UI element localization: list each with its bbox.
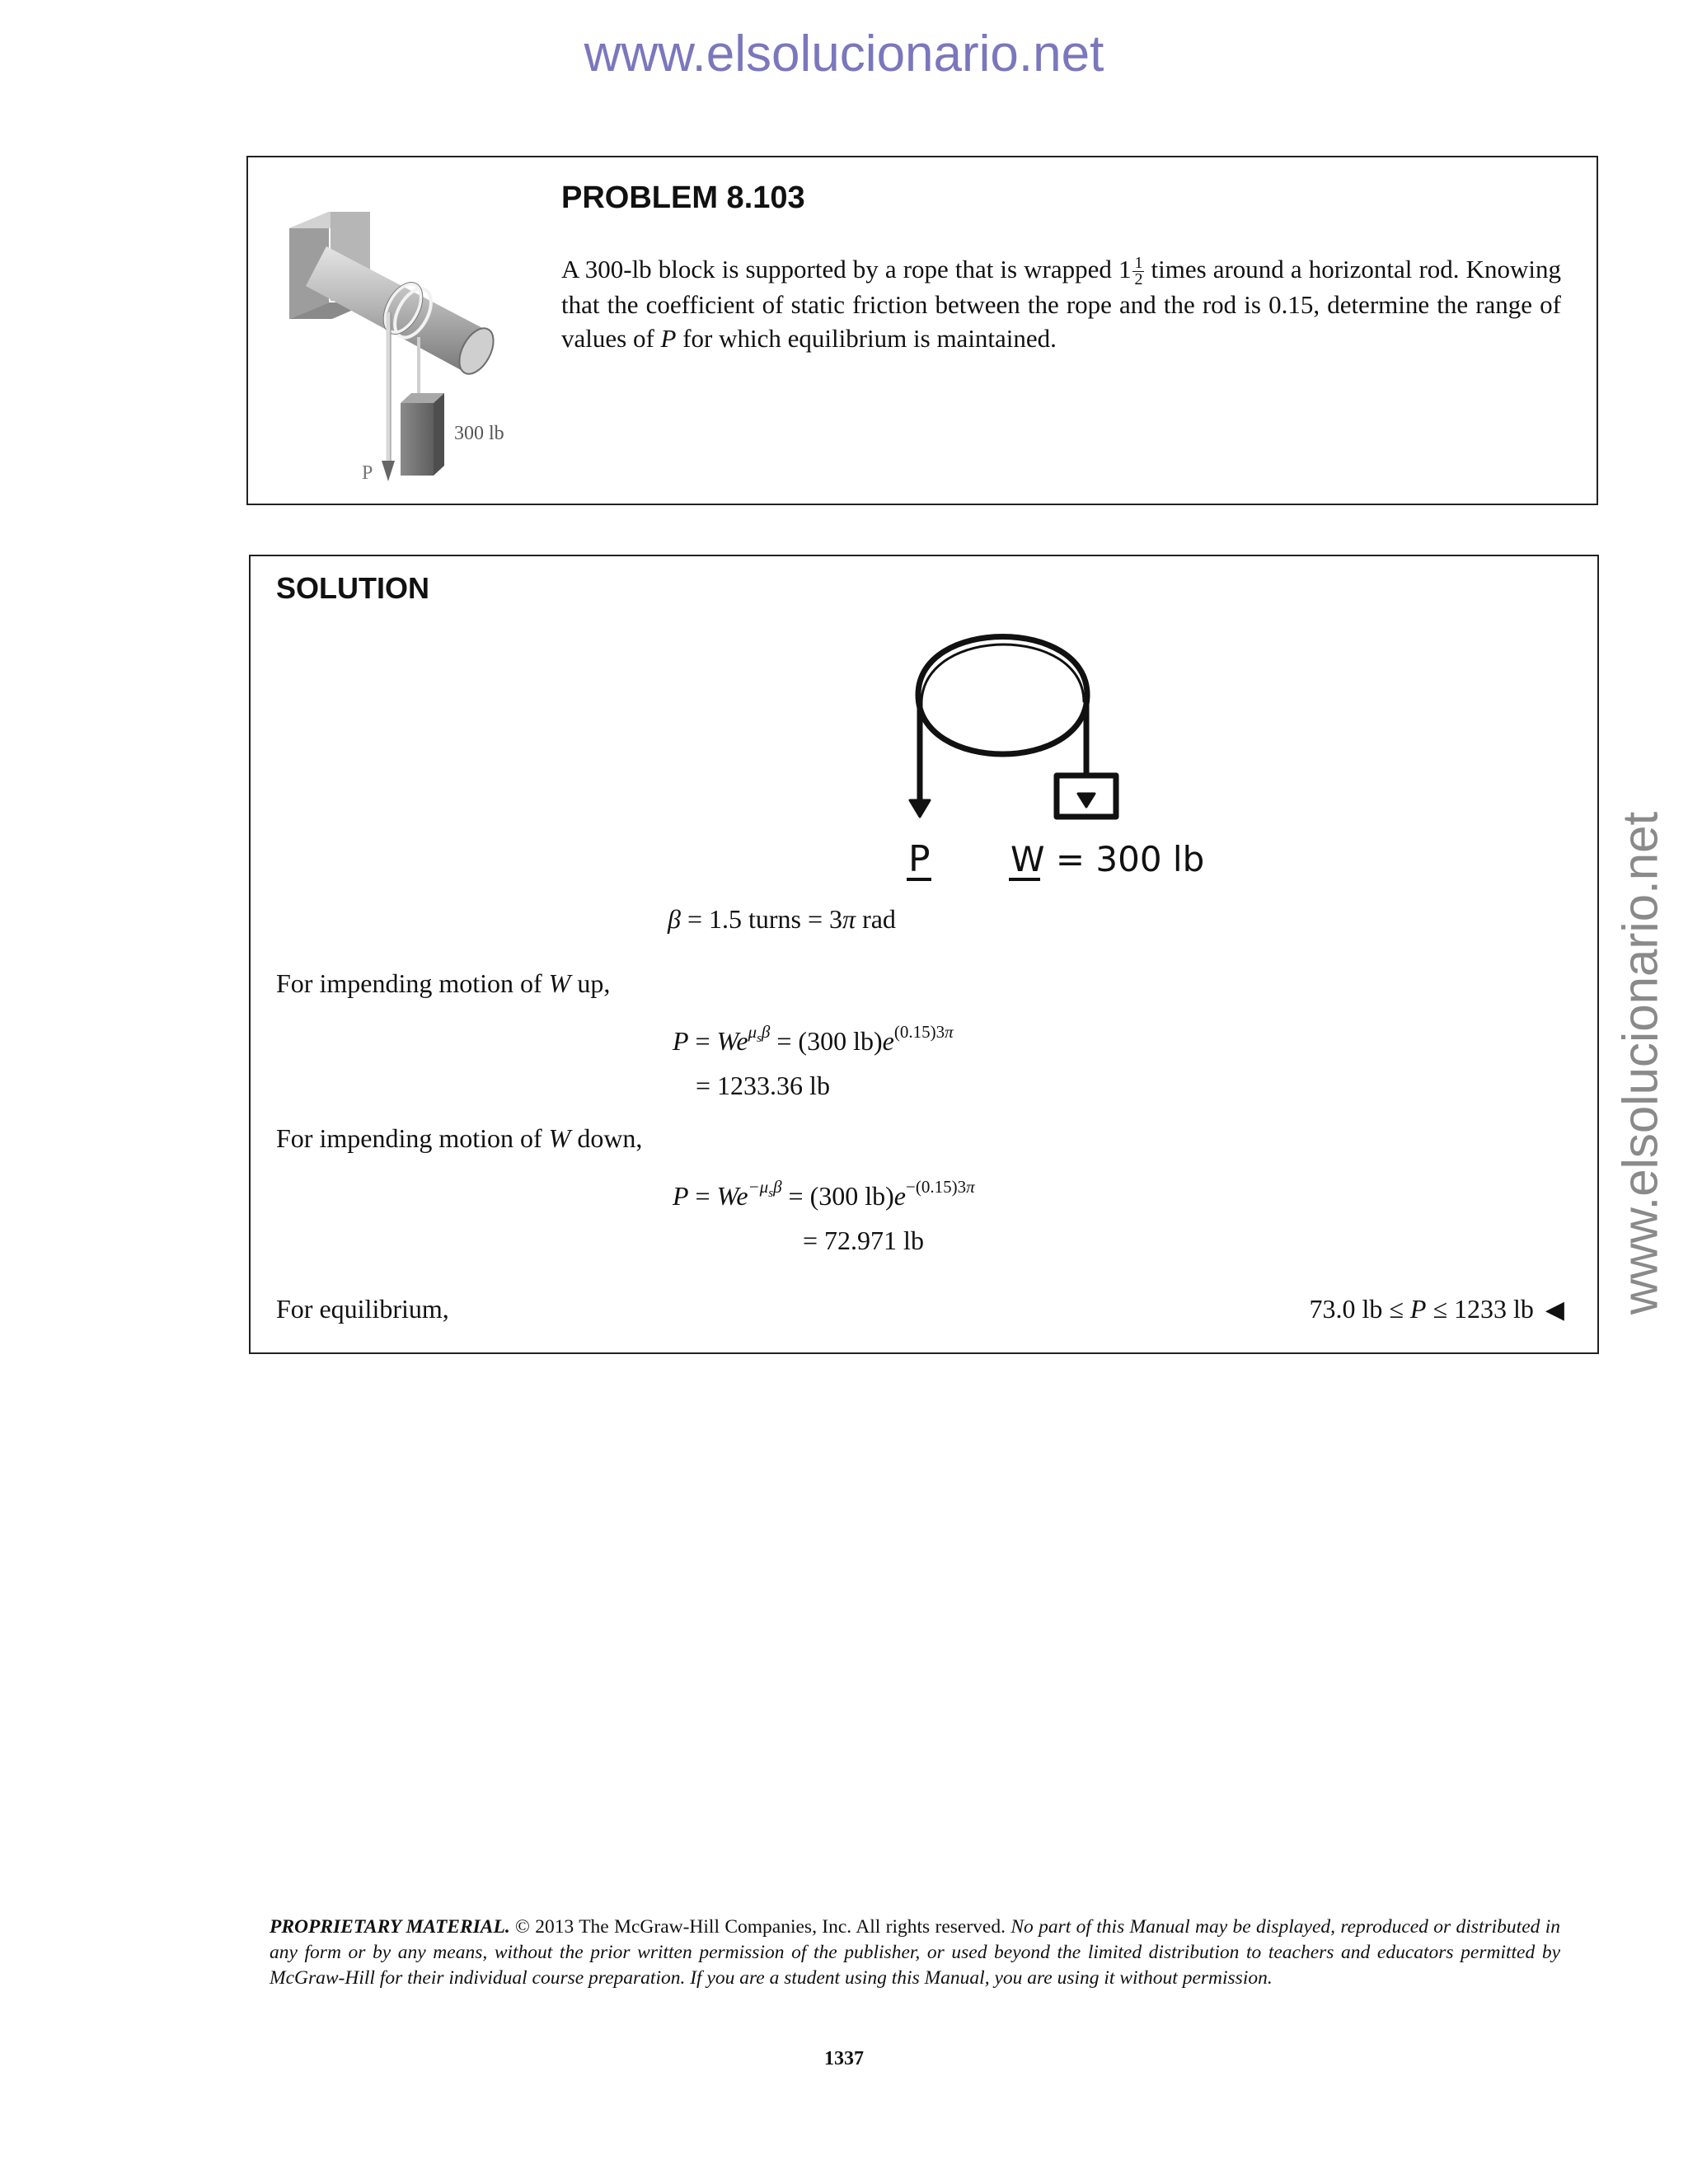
eq1-mid: = (300 lb) — [770, 1026, 883, 1056]
impending-down-label — [276, 1123, 642, 1154]
eq2-lhs: P — [673, 1181, 689, 1211]
answer-left: 73.0 lb ≤ — [1309, 1294, 1410, 1324]
sketch-w-label: W = 300 lb — [1010, 839, 1205, 879]
block — [401, 393, 444, 476]
impending-up-var: W — [548, 968, 571, 998]
beta-equation — [668, 904, 896, 935]
sketch-arrow-p — [910, 800, 930, 817]
eq1-mu: μ — [748, 1022, 757, 1042]
block-weight-label: 300 lb — [454, 423, 504, 444]
eq2-exp-num: −(0.15)3 — [906, 1177, 967, 1197]
statement-part-2: times around a horizontal rod. Knowing that the coefficient of static friction between the rope and the rod is 0.15, determine the range of values of — [561, 255, 1561, 354]
pi-symbol: π — [842, 904, 856, 934]
eq2-mu: −μ — [748, 1177, 769, 1197]
solution-sketch — [663, 630, 1289, 902]
p-arrow-head — [382, 461, 395, 481]
watermark-top: www.elsolucionario.net — [584, 26, 1104, 82]
problem-title: PROBLEM 8.103 — [561, 180, 805, 215]
beta-value: = 1.5 turns = 3 — [680, 904, 843, 934]
eq1-eq: = — [688, 1026, 717, 1056]
impending-up-text: For impending motion of — [276, 968, 549, 998]
impending-down-tail: down, — [570, 1123, 643, 1153]
footer-lead: PROPRIETARY MATERIAL. — [270, 1916, 510, 1938]
footer-rest: No part of this Manual may be displayed, reproduced or distributed in any form or by any means, without the prior written permission of the publisher, or used beyond the limited distribution to teachers and educators permitted by McGraw-Hill for their individual course preparation. If you are a student using this Manual, you are using it without permission. — [270, 1916, 1561, 1989]
statement-part-1: A 300-lb block is supported by a rope that is wrapped 1 — [561, 255, 1132, 284]
copyright-notice — [270, 1915, 1560, 1991]
variable-p: P — [660, 324, 677, 354]
eq1-beta: β — [761, 1022, 771, 1042]
fraction-numerator: 1 — [1134, 254, 1143, 273]
sketch-arrow-w — [1078, 794, 1095, 807]
impending-up-label — [276, 968, 610, 999]
equation-up — [673, 1022, 954, 1057]
equation-down — [673, 1177, 975, 1212]
eq2-s-text: s — [768, 1187, 774, 1201]
eq1-exponent — [748, 1022, 771, 1046]
eq2-eq: = — [688, 1181, 717, 1211]
eq2-e: e — [893, 1181, 906, 1211]
eq2-exp-pi: π — [966, 1177, 975, 1197]
fraction-one-half — [1132, 255, 1144, 288]
equation-down-result: = 72.971 lb — [803, 1226, 924, 1255]
answer-right: ≤ 1233 lb — [1426, 1294, 1534, 1324]
impending-down-text: For impending motion of — [276, 1123, 549, 1153]
footer-copyright: © 2013 The McGraw-Hill Companies, Inc. All rights reserved. — [509, 1916, 1006, 1938]
page-number: 1337 — [824, 2048, 864, 2069]
eq1-exp-num: (0.15)3 — [893, 1022, 945, 1042]
eq2-exp-value — [906, 1177, 975, 1197]
eq2-we: We — [716, 1181, 748, 1211]
eq1-we: We — [716, 1026, 748, 1056]
p-force-label: P — [362, 462, 373, 484]
solution-title: SOLUTION — [276, 571, 429, 605]
eq2-mid: = (300 lb) — [781, 1181, 894, 1211]
impending-down-var: W — [548, 1123, 571, 1153]
statement-part-3: for which equilibrium is maintained. — [682, 324, 1057, 354]
watermark-side-text: www.elsolucionario.net — [1612, 811, 1668, 1315]
problem-figure — [281, 180, 528, 485]
equilibrium-label: For equilibrium, — [276, 1294, 449, 1324]
impending-up-tail: up, — [570, 968, 611, 998]
final-answer — [1309, 1294, 1564, 1324]
problem-statement — [561, 252, 1561, 355]
problem-box — [246, 156, 1598, 505]
answer-marker-icon: ◀ — [1545, 1296, 1564, 1324]
equation-up-result: = 1233.36 lb — [696, 1071, 830, 1100]
fraction-denominator: 2 — [1134, 270, 1143, 289]
eq1-e: e — [882, 1026, 894, 1056]
sketch-pulley — [918, 637, 1087, 755]
eq1-s-text: s — [757, 1032, 762, 1046]
eq1-exp-pi: π — [945, 1022, 954, 1042]
eq2-beta: β — [773, 1177, 782, 1197]
answer-var: P — [1409, 1294, 1427, 1324]
eq2-exponent — [748, 1177, 782, 1201]
eq1-exp-value — [894, 1022, 954, 1042]
beta-unit: rad — [856, 904, 896, 934]
solution-box — [249, 555, 1599, 1354]
eq1-lhs: P — [673, 1026, 689, 1056]
sketch-p-label: P — [908, 838, 931, 880]
beta-symbol: β — [668, 904, 681, 934]
